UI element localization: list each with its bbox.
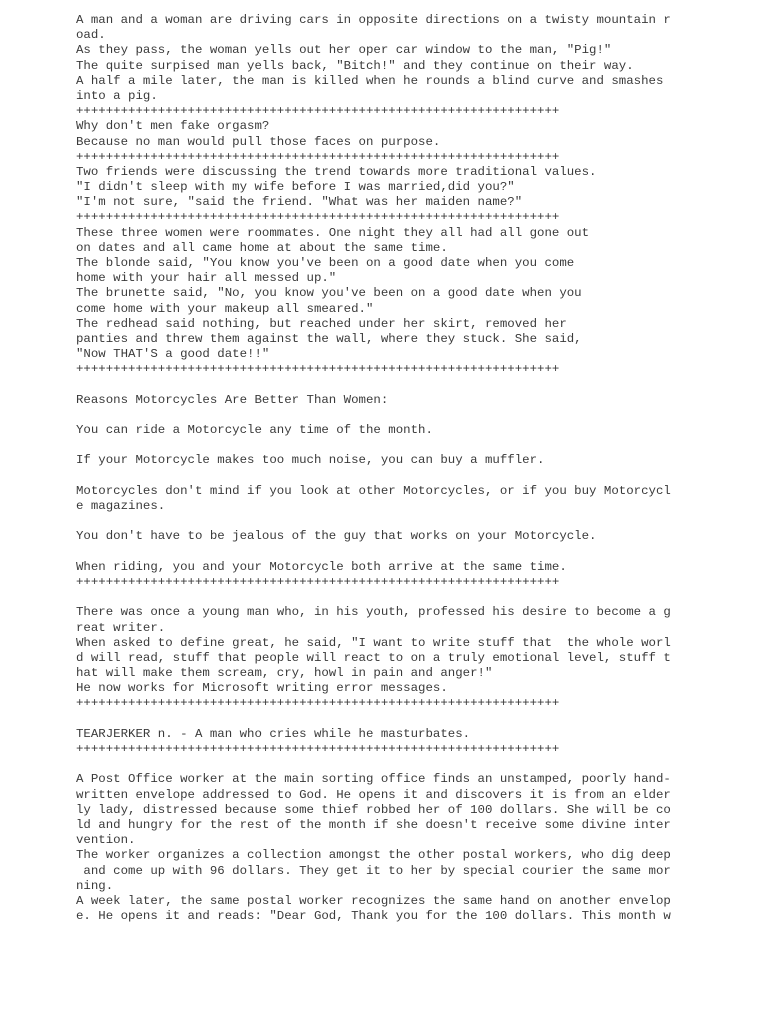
- text-line: [76, 757, 676, 772]
- text-line: [76, 514, 676, 529]
- text-line: When riding, you and your Motorcycle both arrive at the same time.: [76, 559, 567, 574]
- text-line: [76, 469, 676, 484]
- text-line: You can ride a Motorcycle any time of the month.: [76, 423, 433, 438]
- text-line: The worker organizes a collection amongst the other postal workers, who dig deep: [76, 848, 671, 863]
- text-line: A Post Office worker at the main sorting office finds an unstamped, poorly hand-: [76, 772, 671, 787]
- text-line: "I'm not sure, "said the friend. "What was her maiden name?": [76, 195, 523, 210]
- text-line: home with your hair all messed up.": [76, 271, 337, 286]
- text-line: If your Motorcycle makes too much noise, you can buy a muffler.: [76, 453, 545, 468]
- text-line: There was once a young man who, in his youth, professed his desire to become a g: [76, 605, 671, 620]
- text-line: [76, 712, 676, 727]
- text-line: reat writer.: [76, 620, 166, 635]
- text-line: +++++++++++++++++++++++++++++++++++++++++++++++++++++++++++++++++: [76, 362, 560, 377]
- text-line: e. He opens it and reads: "Dear God, Thank you for the 100 dollars. This month w: [76, 909, 671, 924]
- text-line: These three women were roommates. One night they all had all gone out: [76, 225, 590, 240]
- text-line: ly lady, distressed because some thief robbed her of 100 dollars. She will be co: [76, 802, 671, 817]
- text-line: [76, 378, 676, 393]
- text-line: "Now THAT'S a good date!!": [76, 347, 270, 362]
- text-line: Reasons Motorcycles Are Better Than Women:: [76, 392, 389, 407]
- text-line: e magazines.: [76, 499, 166, 513]
- text-line: The redhead said nothing, but reached under her skirt, removed her: [76, 316, 567, 331]
- text-line: d will read, stuff that people will react to on a truly emotional level, stuff t: [76, 650, 671, 665]
- text-line: A man and a woman are driving cars in opposite directions on a twisty mountain r: [76, 13, 671, 27]
- text-line: and come up with 96 dollars. They get it to her by special courier the same mor: [76, 863, 671, 878]
- document-text: [76, 13, 676, 924]
- text-line: +++++++++++++++++++++++++++++++++++++++++++++++++++++++++++++++++: [76, 574, 560, 589]
- text-line: The quite surpised man yells back, "Bitch!" and they continue on their way.: [76, 58, 634, 73]
- text-line: +++++++++++++++++++++++++++++++++++++++++++++++++++++++++++++++++: [76, 149, 560, 164]
- text-line: The brunette said, "No, you know you've been on a good date when you: [76, 286, 582, 301]
- text-line: Because no man would pull those faces on purpose.: [76, 134, 441, 149]
- text-line: hat will make them scream, cry, howl in pain and anger!": [76, 666, 493, 681]
- text-line: A half a mile later, the man is killed when he rounds a blind curve and smashes: [76, 73, 664, 88]
- text-line: panties and threw them against the wall, where they stuck. She said,: [76, 331, 582, 346]
- text-line: on dates and all came home at about the same time.: [76, 240, 448, 255]
- text-line: [76, 438, 676, 453]
- text-line: +++++++++++++++++++++++++++++++++++++++++++++++++++++++++++++++++: [76, 104, 560, 119]
- text-line: into a pig.: [76, 88, 158, 103]
- text-line: [76, 408, 676, 423]
- text-line: +++++++++++++++++++++++++++++++++++++++++++++++++++++++++++++++++: [76, 210, 560, 225]
- text-line: come home with your makeup all smeared.": [76, 301, 374, 316]
- text-line: A week later, the same postal worker recognizes the same hand on another envelop: [76, 893, 671, 908]
- text-line: The blonde said, "You know you've been on a good date when you come: [76, 256, 575, 270]
- text-line: oad.: [76, 28, 106, 43]
- text-line: written envelope addressed to God. He opens it and discovers it is from an elder: [76, 787, 671, 802]
- text-line: [76, 590, 676, 605]
- text-line: +++++++++++++++++++++++++++++++++++++++++++++++++++++++++++++++++: [76, 742, 560, 756]
- text-line: ning.: [76, 878, 114, 893]
- text-line: vention.: [76, 833, 136, 848]
- text-line: You don't have to be jealous of the guy that works on your Motorcycle.: [76, 529, 597, 544]
- text-line: [76, 545, 676, 560]
- text-line: He now works for Microsoft writing error messages.: [76, 681, 448, 696]
- text-line: TEARJERKER n. - A man who cries while he masturbates.: [76, 726, 471, 741]
- text-line: ld and hungry for the rest of the month if she doesn't receive some divine inter: [76, 817, 671, 832]
- text-line: "I didn't sleep with my wife before I was married,did you?": [76, 180, 515, 195]
- text-line: Motorcycles don't mind if you look at other Motorcycles, or if you buy Motorcycl: [76, 483, 671, 498]
- text-line: +++++++++++++++++++++++++++++++++++++++++++++++++++++++++++++++++: [76, 696, 560, 711]
- text-line: Two friends were discussing the trend towards more traditional values.: [76, 164, 597, 179]
- text-line: As they pass, the woman yells out her oper car window to the man, "Pig!": [76, 43, 612, 58]
- text-line: Why don't men fake orgasm?: [76, 119, 270, 134]
- text-line: When asked to define great, he said, "I want to write stuff that the whole worl: [76, 635, 671, 650]
